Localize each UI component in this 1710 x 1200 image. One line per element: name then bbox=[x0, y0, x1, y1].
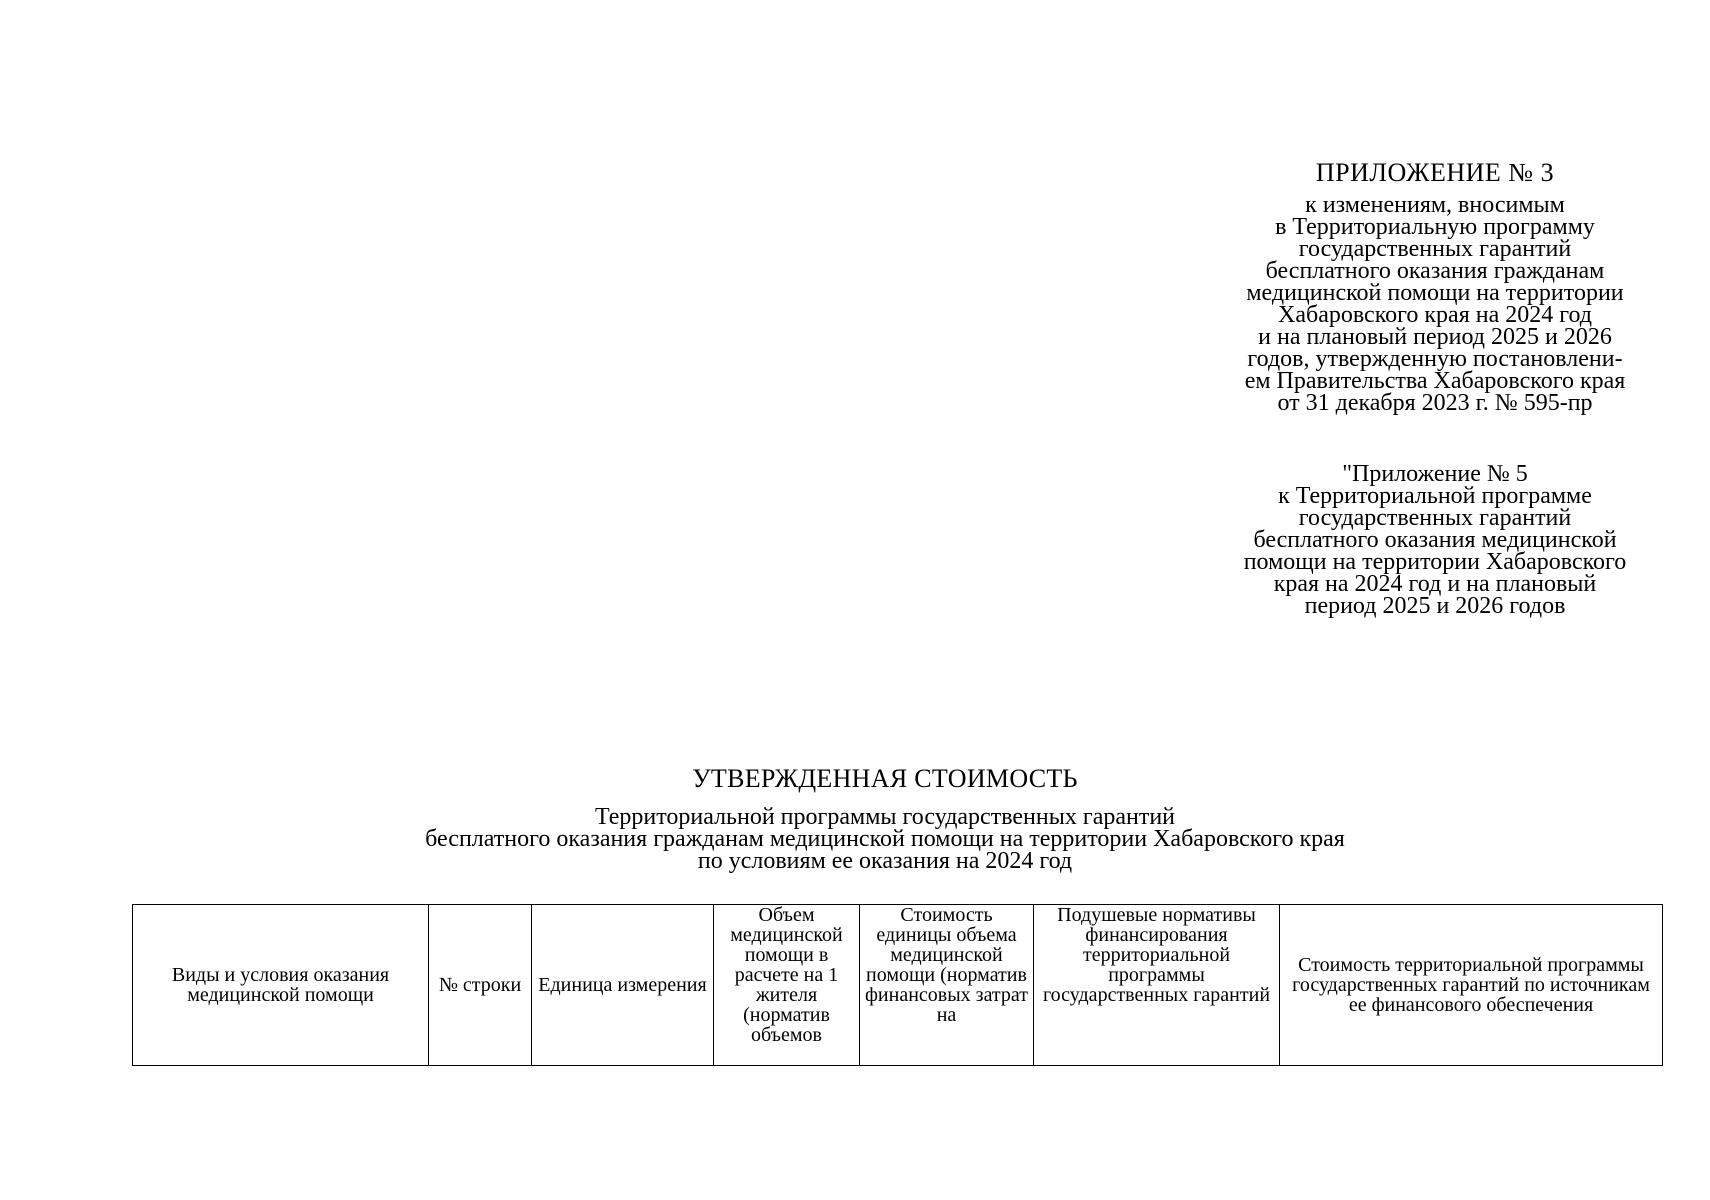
annex-line: края на 2024 год и на плановый bbox=[1273, 571, 1597, 597]
appendix-line: от 31 декабря 2023 г. № 595-пр bbox=[1277, 390, 1593, 416]
cost-table bbox=[132, 904, 1663, 1066]
annex-line: помощи на территории Хабаровского bbox=[1243, 549, 1627, 575]
appendix-line: медицинской помощи на территории bbox=[1246, 280, 1624, 306]
subtitle-line: Территориальной программы государственных гарантий bbox=[594, 804, 1176, 830]
subtitle-line: бесплатного оказания гражданам медицинской помощи на территории Хабаровского края bbox=[425, 826, 1345, 852]
annex-line: "Приложение № 5 bbox=[1342, 461, 1528, 487]
appendix-line: и на плановый период 2025 и 2026 bbox=[1258, 324, 1612, 350]
header-program-cost: Стоимость территориальной программы государственных гарантий по источникам ее финансового обеспечения bbox=[1280, 905, 1663, 1066]
appendix-line: ем Правительства Хабаровского края bbox=[1244, 368, 1626, 394]
appendix-body bbox=[1185, 194, 1685, 414]
appendix-line: годов, утвержденную постановлени- bbox=[1247, 346, 1623, 372]
annex-line: бесплатного оказания медицинской bbox=[1253, 527, 1617, 553]
subtitle-line: по условиям ее оказания на 2024 год bbox=[697, 848, 1073, 874]
table-header-row bbox=[133, 905, 1663, 1066]
header-volume bbox=[714, 905, 860, 1066]
document-title: УТВЕРЖДЕННАЯ СТОИМОСТЬ bbox=[692, 764, 1078, 793]
appendix-line: бесплатного оказания гражданам bbox=[1265, 258, 1605, 284]
annex-block bbox=[1185, 463, 1685, 617]
header-per-capita bbox=[1034, 905, 1280, 1066]
appendix-line: государственных гарантий bbox=[1298, 236, 1572, 262]
header-row-number: № строки bbox=[429, 905, 532, 1066]
header-care-type: Виды и условия оказания медицинской помощи bbox=[133, 905, 429, 1066]
header-volume-text: Объем медицинской помощи в расчете на 1 жителя (норматив объемов bbox=[730, 905, 843, 1046]
appendix-line: Хабаровского края на 2024 год bbox=[1278, 302, 1592, 328]
annex-body bbox=[1185, 463, 1685, 617]
annex-line: к Территориальной программе bbox=[1278, 483, 1592, 509]
header-per-capita-text: Подушевые нормативы финансирования территориальной программы государственных гарантий bbox=[1042, 905, 1271, 1006]
annex-line: государственных гарантий bbox=[1298, 505, 1572, 531]
appendix-line: в Территориальную программу bbox=[1275, 214, 1595, 240]
appendix-title: ПРИЛОЖЕНИЕ № 3 bbox=[1315, 158, 1555, 187]
document-subtitle bbox=[0, 806, 1710, 872]
annex-line: период 2025 и 2026 годов bbox=[1304, 593, 1566, 619]
header-unit-cost-text: Стоимость единицы объема медицинской помощи (норматив финансовых затрат на bbox=[864, 905, 1029, 1026]
appendix-block bbox=[1185, 158, 1685, 414]
appendix-line: к изменениям, вносимым bbox=[1305, 192, 1565, 218]
header-unit-cost bbox=[860, 905, 1034, 1066]
header-unit: Единица измерения bbox=[532, 905, 714, 1066]
